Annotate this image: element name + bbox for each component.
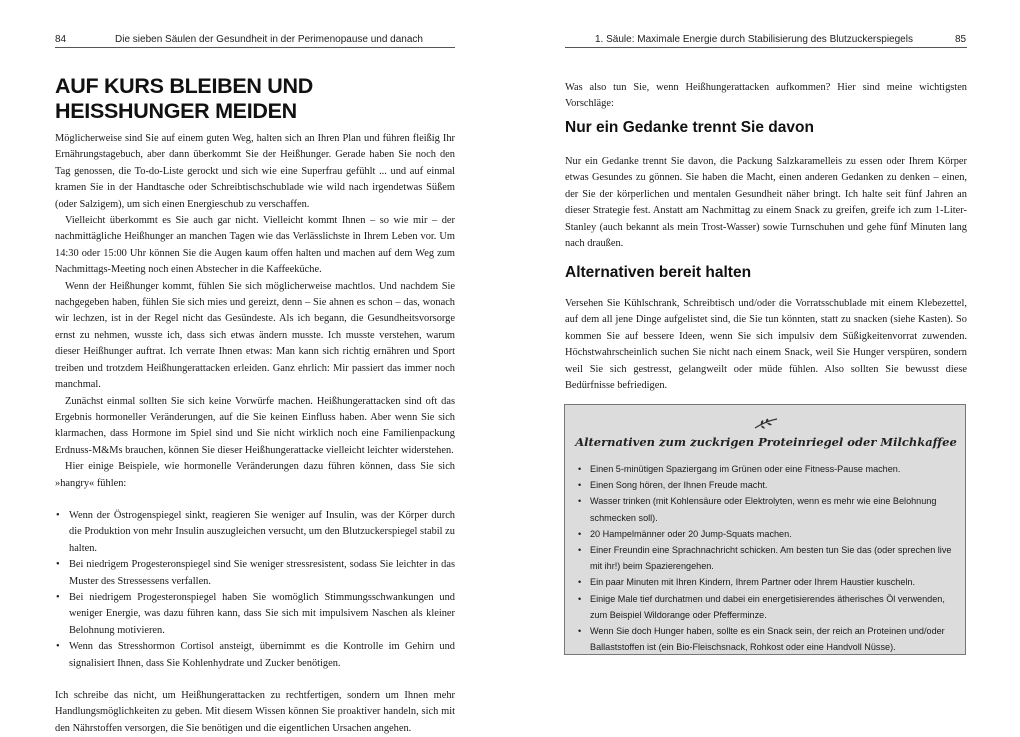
intro-text: Was also tun Sie, wenn Heißhungerattacken aufkommen? Hier sind meine wichtigsten Vorschläge: — [565, 82, 967, 110]
section-heading-thought: Nur ein Gedanke trennt Sie davon — [565, 119, 814, 136]
sprig-ornament-icon — [753, 417, 779, 431]
left-page — [0, 0, 510, 734]
hormone-bullet-list — [55, 508, 455, 672]
running-head-left: Die sieben Säulen der Gesundheit in der Perimenopause und danach — [115, 34, 423, 45]
list-item: • Ein paar Minuten mit Ihren Kindern, Ihrem Partner oder Ihrem Haustier kuscheln. — [577, 574, 957, 590]
page-number-left: 84 — [55, 34, 67, 45]
header-rule-right — [565, 47, 967, 48]
alternatives-list — [577, 461, 957, 655]
running-head-right: 1. Säule: Maximale Energie durch Stabilisierung des Blutzuckerspiegels — [595, 34, 913, 45]
chapter-heading: AUF KURS BLEIBEN UND HEISSHUNGER MEIDEN — [55, 74, 313, 123]
box-title: Alternativen zum zuckrigen Proteinriegel oder Milchkaffee — [575, 435, 957, 449]
paragraph: Vielleicht überkommt es Sie auch gar nicht. Vielleicht kommt Ihnen – so wie mir – der nachmittägliche Heißhunger an manchen Tagen wie das Verlässlichste in Ihrem Leben vor. Um 14:30 oder 15:00 Uhr können Sie die Augen kaum offen halten und machen auf dem Weg zum Nachmittags-Meeting noch einen Abstecher in die Kaffeeküche. — [55, 215, 455, 276]
list-item: • Bei niedrigem Progesteronspiegel sind Sie weniger stressresistent, sodass Sie leichter in das Muster des Stressessens verfallen. — [55, 557, 455, 590]
left-body — [55, 131, 455, 737]
list-item: • 20 Hampelmänner oder 20 Jump-Squats machen. — [577, 526, 957, 542]
list-item: • Einige Male tief durchatmen und dabei ein energetisierendes ätherisches Öl verwenden, zum Beispiel Wildorange oder Pfefferminze. — [577, 591, 957, 623]
list-item: • Wasser trinken (mit Kohlensäure oder Elektrolyten, wenn es mehr wie eine Belohnung schmecken soll). — [577, 493, 957, 525]
section-text-alternatives: Versehen Sie Kühlschrank, Schreibtisch und/oder die Vorratsschublade mit einem Klebezettel, auf dem all jene Dinge aufgelistet sind, die Sie tun könnten, statt zu snacken (siehe Kasten). So kommen Sie auf bessere Ideen, wenn Sie sich impulsiv dem Süßigkeitenvorrat zuwenden. Höchstwahrscheinlich suchen Sie nicht nach einem Snack, weil Sie Hunger verspüren, sondern weil Sie sich gestresst, gelangweilt oder müde fühlen. Also sollten Sie bewusst diese Bedürfnisse befriedigen. — [565, 298, 967, 392]
paragraph: Wenn der Heißhunger kommt, fühlen Sie sich möglicherweise machtlos. Und nachdem Sie nachgegeben haben, fühlen Sie sich mies und gereizt, denn – Sie ahnen es schon – das, wonach wir lechzen, ist in der Regel nicht das Gesündeste. Als ich begann, die Gesundheitsvorsorge ernst zu nehmen, wusste ich, dass sich etwas ändern musste. Ich musste verstehen, warum dieser Heißhunger auftrat. Ich verrate Ihnen etwas: Man kann sich richtig ernähren und Sport treiben und trotzdem Heißhungerattacken erleiden. Ganz ehrlich: Mir passiert das immer noch manchmal. — [55, 280, 455, 391]
section-heading-alternatives: Alternativen bereit halten — [565, 264, 752, 281]
alternatives-box — [564, 404, 966, 655]
closing-paragraph: Ich schreibe das nicht, um Heißhungerattacken zu rechtfertigen, sondern um Ihnen mehr Handlungsmöglichkeiten zu geben. Mit diesem Wissen können Sie proaktiver handeln, sich mit den Nährstoffen versorgen, die Sie benötigen und die eigentlichen Ursachen angehen. — [55, 690, 455, 734]
section-text-thought: Nur ein Gedanke trennt Sie davon, die Packung Salzkaramelleis zu essen oder Ihrem Körper etwas Gesundes zu gönnen. Sie haben die Macht, einen anderen Gedanken zu denken – einen, der Sie der körperlichen und mentalen Gesundheit näher bringt. Ich halte seit fünf Jahren an dieser Strategie fest. Anstatt am Nachmittag zu einem Snack zu greifen, greife ich zum 1-Liter-Stanley (auch bekannt als mein Trost-Wasser) sowie Turnschuhen und gehe fünf Minuten lang nach draußen. — [565, 156, 967, 250]
list-item: • Einen Song hören, der Ihnen Freude macht. — [577, 477, 957, 493]
header-rule-left — [55, 47, 455, 48]
list-item: • Wenn der Östrogenspiegel sinkt, reagieren Sie weniger auf Insulin, was der Körper durch die Produktion von mehr Insulin auszugleichen versucht, um den Blutzuckerspiegel stabil zu halten. — [55, 508, 455, 557]
paragraph: Hier einige Beispiele, wie hormonelle Veränderungen dazu führen können, dass Sie sich »hangry« fühlen: — [55, 461, 455, 489]
page-number-right: 85 — [955, 34, 967, 45]
list-item: • Wenn Sie doch Hunger haben, sollte es ein Snack sein, der reich an Proteinen und/oder Ballaststoffen ist (ein Bio-Fleischsnack, Rohkost oder eine Handvoll Nüsse). — [577, 623, 957, 655]
list-item: • Bei niedrigem Progesteronspiegel haben Sie womöglich Stimmungsschwankungen und weniger Energie, was dazu führen kann, dass Sie sich mit impulsivem Naschen als kleiner Belohnung motivieren. — [55, 590, 455, 639]
paragraph: Zunächst einmal sollten Sie sich keine Vorwürfe machen. Heißhungerattacken sind oft das Ergebnis hormoneller Veränderungen, auf die Sie keinen Einfluss haben. Aber wenn Sie sich klarmachen, dass Hormone im Spiel sind und Sie nicht wirklich noch eine Familienpackung Erdnuss-M&Ms brauchen, können Sie dieser Heißhungerattacke vielleicht leichter widerstehen. — [55, 395, 455, 456]
list-item: • Wenn das Stresshormon Cortisol ansteigt, übernimmt es die Kontrolle im Gehirn und signalisiert Ihnen, dass Sie Kohlenhydrate und Zucker benötigen. — [55, 639, 455, 672]
paragraph: Möglicherweise sind Sie auf einem guten Weg, halten sich an Ihren Plan und führen fleißig Ihr Ernährungstagebuch, aber dann überkommt Sie der Heißhunger. Gerade haben Sie noch den Tag genossen, die To-do-Liste gerockt und sich wie eine Superfrau gefühlt ... und auf einmal kramen Sie in der Handtasche oder Schreibtischschublade wie wild nach irgendetwas Süßem (oder Salzigem), um sich einen Energieschub zu verschaffen. — [55, 133, 455, 210]
list-item: • Einer Freundin eine Sprachnachricht schicken. Am besten tun Sie das (oder sprechen live mit ihr!) beim Spazierengehen. — [577, 542, 957, 574]
list-item: • Einen 5-minütigen Spaziergang im Grünen oder eine Fitness-Pause machen. — [577, 461, 957, 477]
